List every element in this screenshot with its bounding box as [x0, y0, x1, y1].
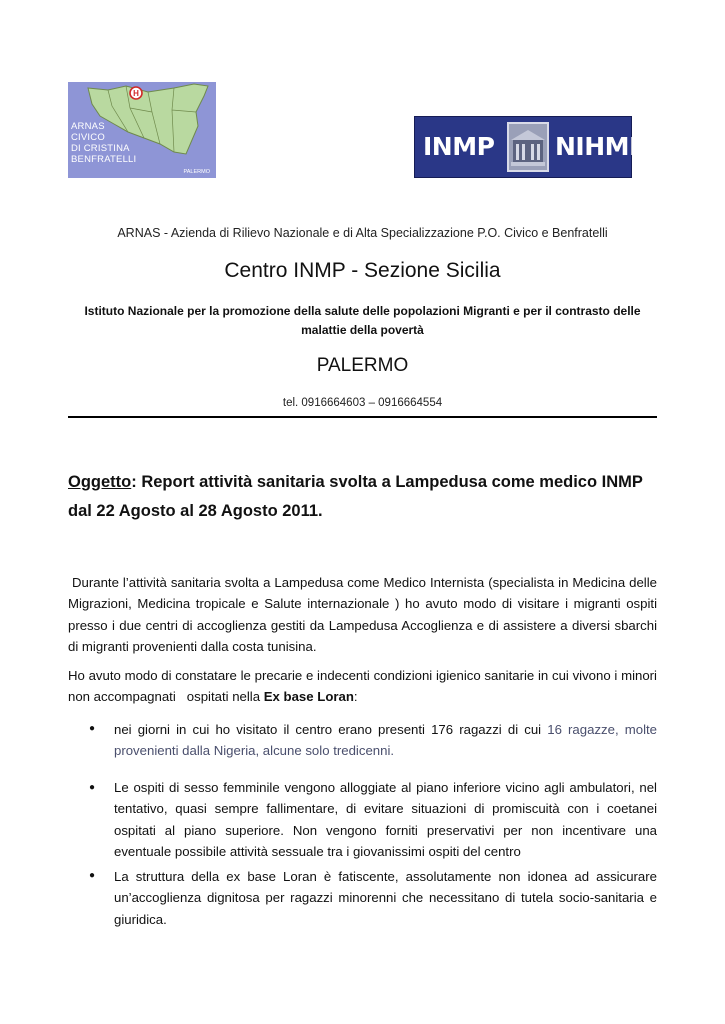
- body-paragraph: [68, 665, 661, 708]
- inmp-logo: [414, 116, 647, 178]
- arnas-logo-line: DI CRISTINA: [71, 143, 130, 154]
- arnas-logo: [68, 82, 216, 178]
- arnas-logo-city: PALERMO: [183, 169, 210, 175]
- paragraph-bold-text: Ex base Loran: [263, 689, 354, 705]
- bullet-icon: ●: [89, 870, 96, 881]
- arnas-logo-line: CIVICO: [71, 132, 105, 143]
- list-item: [114, 719, 657, 762]
- building-emblem-icon: [507, 122, 549, 172]
- inmp-logo-left: INMP: [423, 132, 495, 161]
- arnas-logo-line: BENFRATELLI: [71, 154, 137, 165]
- paragraph-text: :: [353, 689, 358, 705]
- page-title: Centro INMP - Sezione Sicilia: [224, 259, 501, 282]
- city-heading: PALERMO: [316, 355, 409, 376]
- header-divider: [68, 416, 657, 418]
- body-paragraph: Durante l’attività sanitaria svolta a Lampedusa come Medico Internista (specialista in Medicina delle Migrazioni, Medicina tropicale e Salute internazionale ) ho avuto modo di visitare i migranti ospiti presso i due centri di accoglienza gestiti da Lampedusa Accoglienza e di assistere a diversi sbarchi di migranti provenienti dalla costa tunisina.: [68, 575, 661, 655]
- arnas-logo-line: ARNAS: [71, 121, 105, 132]
- bullet-icon: ●: [89, 782, 96, 793]
- paragraph-text: Ho avuto modo di constatare le precarie e indecenti condizioni igienico sanitarie in cui vivono i minori non accompagnati ospitati nella: [68, 668, 661, 705]
- list-item: Le ospiti di sesso femminile vengono alloggiate al piano inferiore vicino agli ambulatori, nel tentativo, quasi sempre fallimentare, di evitare situazioni di promiscuità con i coetanei ospitati al piano superiore. Non vengono forniti preservativi per non incentivare una eventuale possibile attività sessuale tra i giovanissimi ospiti del centro: [114, 780, 657, 860]
- subject-text: : Report attività sanitaria svolta a Lampedusa come medico INMP dal 22 Agosto al 28 Agosto 2011.: [68, 473, 643, 520]
- phone-numbers: tel. 0916664603 – 0916664554: [282, 397, 443, 409]
- list-item-highlight: 16 ragazze, molte provenienti dalla Nigeria, alcune solo tredicenni.: [114, 722, 657, 759]
- list-item-text: nei giorni in cui ho visitato il centro erano presenti 176 ragazzi di cui: [114, 722, 548, 737]
- list-item: La struttura della ex base Loran è fatiscente, assolutamente non idonea ad assicurare un’accoglienza dignitosa per ragazzi minorenni che necessitano di tutela socio-sanitaria e giuridica.: [114, 869, 657, 927]
- bullet-icon: ●: [89, 723, 96, 734]
- organization-name: ARNAS - Azienda di Rilievo Nazionale e di Alta Specializzazione P.O. Civico e Benfratelli: [117, 226, 608, 240]
- svg-text:H: H: [133, 89, 139, 98]
- inmp-logo-right: NIHMP: [555, 132, 647, 161]
- subject-label: Oggetto: [68, 473, 132, 491]
- subject-heading: [68, 468, 657, 526]
- institute-name: Istituto Nazionale per la promozione della salute delle popolazioni Migranti e per il contrasto delle malattie della povertà: [84, 304, 641, 337]
